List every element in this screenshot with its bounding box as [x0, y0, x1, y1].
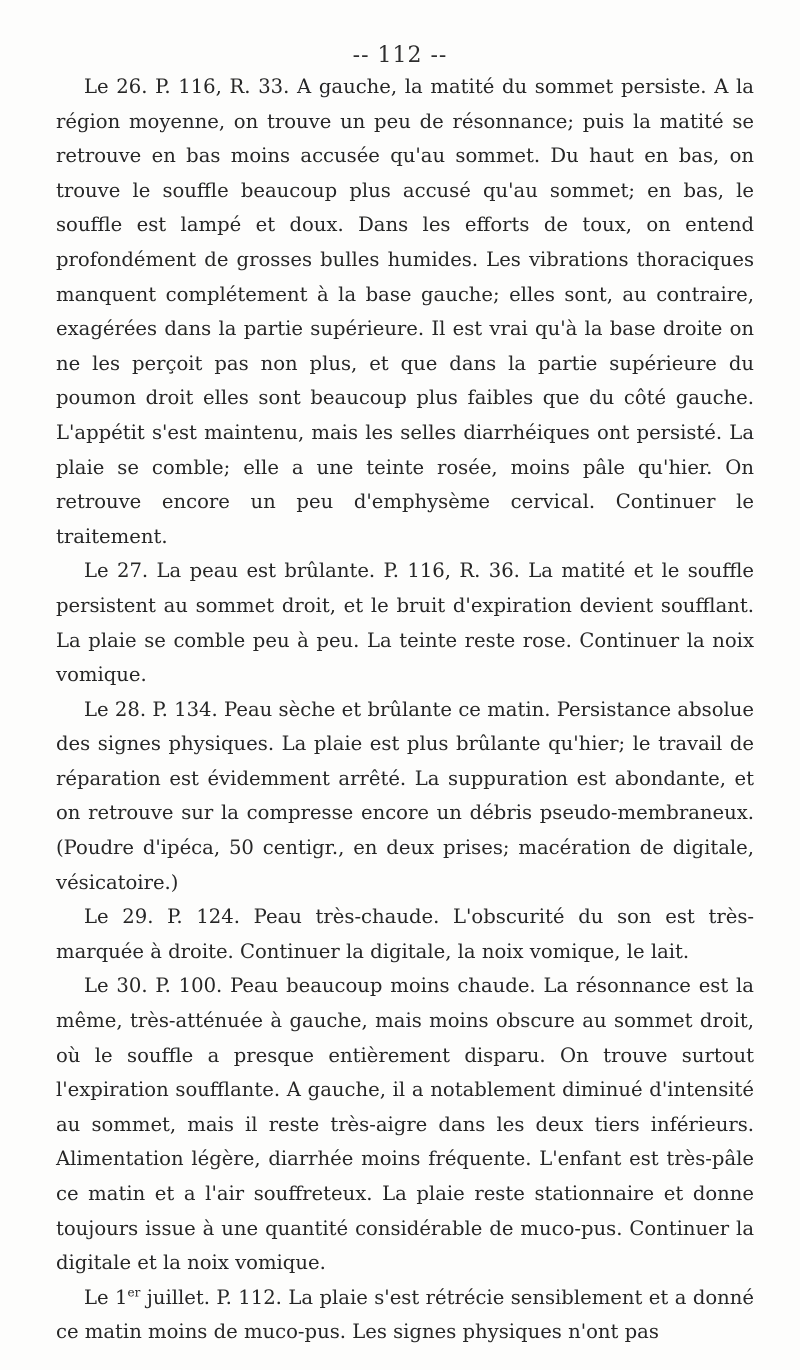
paragraph-day-28: Le 28. P. 134. Peau sèche et brûlante ce matin. Persistance absolue des signes physiques. La plaie est plus brûlante qu'hier; le travail de réparation est évidemment arrêté. La suppuration est abondante, et on retrouve sur la compresse encore un débris pseudo-membraneux. (Poudre d'ipéca, 50 centigr., en deux prises; macération de digitale, vésicatoire.): [56, 697, 754, 894]
body-text: [56, 70, 754, 1350]
page-number: -- 112 --: [352, 43, 448, 68]
july-1-text: juillet. P. 112. La plaie s'est rétrécie sensiblement et a donné ce matin moins de muco-pus. Les signes physiques n'ont pas: [56, 1285, 754, 1344]
paragraph-day-27: Le 27. La peau est brûlante. P. 116, R. 36. La matité et le souffle persistent au sommet droit, et le bruit d'expiration devient soufflant. La plaie se comble peu à peu. La teinte reste rose. Continuer la noix vomique.: [56, 559, 754, 687]
paragraph-july-1: [56, 1281, 754, 1350]
paragraph-day-26: Le 26. P. 116, R. 33. A gauche, la matité du sommet persiste. A la région moyenne, on trouve un peu de résonnance; puis la matité se retrouve en bas moins accusée qu'au sommet. Du haut en bas, on trouve le souffle beaucoup plus accusé qu'au sommet; en bas, le souffle est lampé et doux. Dans les efforts de toux, on entend profondément de grosses bulles humides. Les vibrations thoraciques manquent complétement à la base gauche; elles sont, au contraire, exagérées dans la partie supérieure. Il est vrai qu'à la base droite on ne les perçoit pas non plus, et que dans la partie supérieure du poumon droit elles sont beaucoup plus faibles que du côté gauche. L'appétit s'est maintenu, mais les selles diarrhéiques ont persisté. La plaie se comble; elle a une teinte rosée, moins pâle qu'hier. On retrouve encore un peu d'emphysème cervical. Continuer le traitement.: [56, 75, 754, 548]
july-1-superscript: er: [127, 1285, 141, 1300]
paragraph-day-29: Le 29. P. 124. Peau très-chaude. L'obscurité du son est trèsmarquée à droite. Continuer la digitale, la noix vomique, le lait.: [56, 905, 754, 963]
july-1-prefix: Le 1: [84, 1285, 128, 1309]
paragraph-day-30: Le 30. P. 100. Peau beaucoup moins chaude. La résonnance est la même, très-atténuée à gauche, mais moins obscure au sommet droit, où le souffle a presque entièrement disparu. On trouve surtout l'expiration soufflante. A gauche, il a notablement diminué d'intensité au sommet, mais il reste très-aigre dans les deux tiers inférieurs. Alimentation légère, diarrhée moins fréquente. L'enfant est très-pâle ce matin et a l'air souffreteux. La plaie reste stationnaire et donne toujours issue à une quantité considérable de muco-pus. Continuer la digitale et la noix vomique.: [56, 974, 754, 1275]
